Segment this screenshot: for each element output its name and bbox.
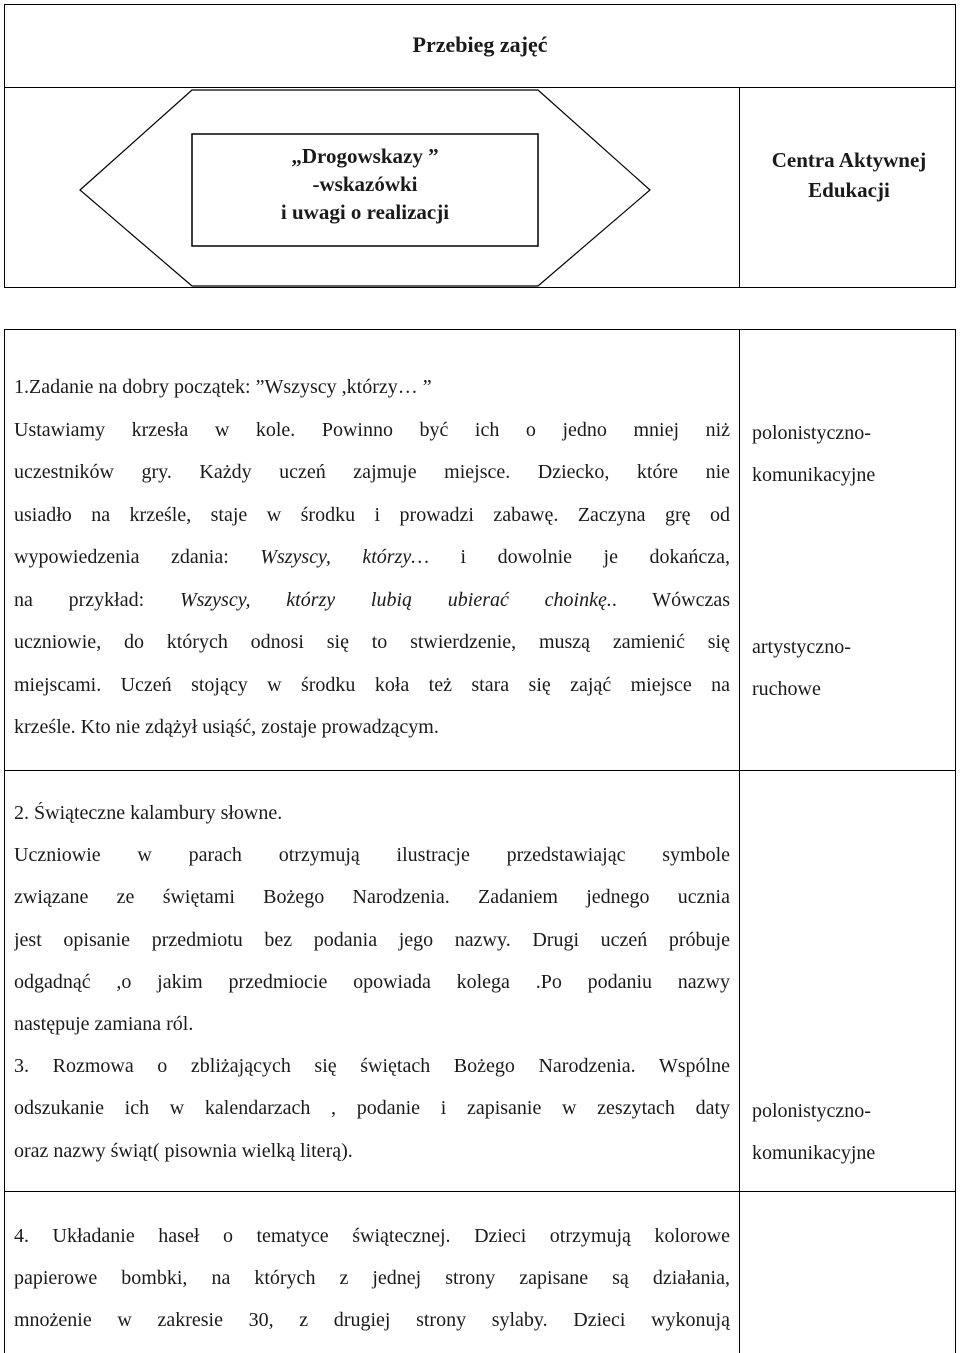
side-label-polish-communication-2 <box>752 1090 956 1174</box>
side-label-artistic-movement <box>752 626 956 710</box>
task2-line: Uczniowie w parach otrzymują ilustracje przedstawiając symbole <box>14 844 730 866</box>
task1-text: wypowiedzenia zdania: <box>14 546 261 568</box>
task1-line: krześle. Kto nie zdążył usiąść, zostaje prowadzącym. <box>14 716 439 738</box>
content-left-border <box>4 329 5 1353</box>
task3-line: odszukanie ich w kalendarzach , podanie i zapisanie w zeszytach daty <box>14 1097 730 1119</box>
task4-line: papierowe bombki, na których z jednej strony zapisane są działania, <box>14 1267 730 1289</box>
task1-text: i dowolnie je dokańcza, <box>429 546 730 568</box>
centers-heading-line: Centra Aktywnej <box>771 148 927 172</box>
side-label-line: komunikacyjne <box>752 1142 876 1164</box>
task2-line: związane ze świętami Bożego Narodzenia. Zadaniem jednego ucznia <box>14 886 730 908</box>
signposts-heading <box>192 142 538 226</box>
signposts-heading-line: „Drogowskazy ” <box>291 144 439 168</box>
side-label-line: polonistyczno- <box>752 422 871 444</box>
signposts-heading-line: -wskazówki <box>312 172 418 196</box>
task2-line: odgadnąć ,o jakim przedmiocie opowiada kolega .Po podaniu nazwy <box>14 971 730 993</box>
task1-line: uczniowie, do których odnosi się to stwierdzenie, muszą zamienić się <box>14 631 730 653</box>
task1-line <box>14 589 730 612</box>
task1-text: na przykład: <box>14 589 180 611</box>
task3-line: 3. Rozmowa o zbliżających się świętach Bożego Narodzenia. Wspólne <box>14 1055 730 1077</box>
task1-line: Ustawiamy krzesła w kole. Powinno być ich o jedno mniej niż <box>14 419 730 441</box>
task2-line: 2. Świąteczne kalambury słowne. <box>14 802 283 824</box>
row-divider-1 <box>4 770 956 771</box>
side-label-line: artystyczno- <box>752 636 851 658</box>
side-label-line: komunikacyjne <box>752 464 876 486</box>
task1-italic-text: Wszyscy, którzy lubią ubierać choinkę. <box>179 589 612 611</box>
content-column-divider <box>739 329 740 1353</box>
task1-line: uczestników gry. Każdy uczeń zajmuje miejsce. Dziecko, które nie <box>14 461 730 483</box>
task3-line: oraz nazwy świąt( pisownia wielką literą). <box>14 1140 353 1162</box>
signposts-heading-line: i uwagi o realizacji <box>280 200 450 224</box>
centers-heading <box>740 145 958 205</box>
side-label-line: ruchowe <box>752 678 821 700</box>
content-top-border <box>4 329 956 330</box>
task4-line: mnożenie w zakresie 30, z drugiej strony sylaby. Dzieci wykonują <box>14 1309 730 1331</box>
page-title: Przebieg zajęć <box>412 32 548 57</box>
task1-italic-text: Wszyscy, którzy… <box>260 546 429 568</box>
centers-heading-line: Edukacji <box>808 178 890 202</box>
task2-line: jest opisanie przedmiotu bez podania jego nazwy. Drugi uczeń próbuje <box>14 929 730 951</box>
side-label-polish-communication <box>752 412 956 496</box>
task4-line: 4. Układanie haseł o tematyce świątecznej. Dzieci otrzymują kolorowe <box>14 1225 730 1247</box>
task1-text: . Wówczas <box>611 589 730 611</box>
side-label-line: polonistyczno- <box>752 1100 871 1122</box>
row-divider-2 <box>4 1191 956 1192</box>
task1-line: usiadło na krześle, staje w środku i prowadzi zabawę. Zaczyna grę od <box>14 504 730 526</box>
task1-line: miejscami. Uczeń stojący w środku koła też stara się zająć miejsce na <box>14 674 730 696</box>
task1-line <box>14 546 730 569</box>
task1-line: 1.Zadanie na dobry początek: ”Wszyscy ,którzy… ” <box>14 376 432 398</box>
task2-line: następuje zamiana ról. <box>14 1013 194 1035</box>
